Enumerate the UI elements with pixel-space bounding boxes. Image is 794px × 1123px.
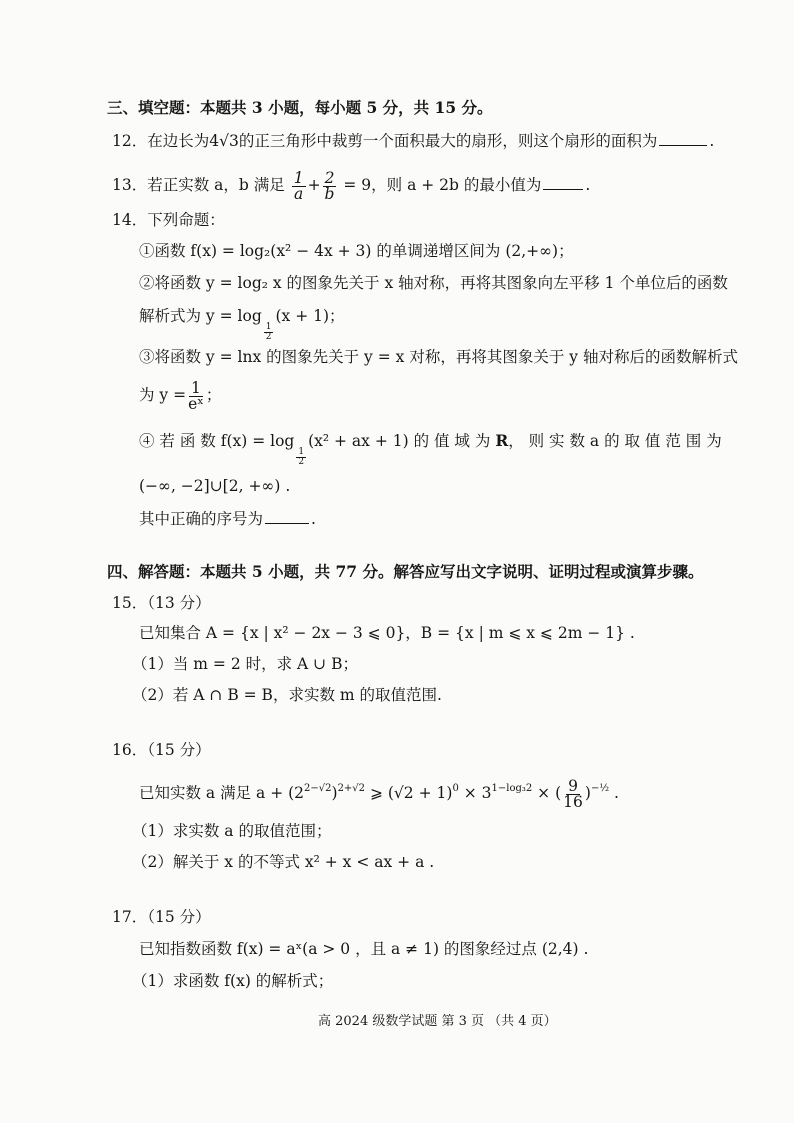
q14-p3b-num: 1 xyxy=(191,378,201,397)
q14-p4a-pre: ④ 若 函 数 f(x) = log xyxy=(139,432,295,450)
q14-p2b-base-num: 1 xyxy=(265,322,272,332)
q16-number: 16．（15 分） xyxy=(112,741,211,759)
q14-p4a-mid: (x² + ax + 1) 的 值 域 为 xyxy=(308,432,491,450)
q13-end: . xyxy=(585,176,591,194)
q14-proposition-2a: ②将函数 y = log₂ x 的图象先关于 x 轴对称，再将其图象向左平移 1 个单位后的函数 xyxy=(139,274,728,292)
q12-post: 的正三角形中裁剪一个面积最大的扇形，则这个扇形的面积为 xyxy=(238,132,658,150)
q14-p4a-base-den: 2 xyxy=(298,457,305,467)
q14-proposition-4b: (−∞, −2]∪[2, +∞) . xyxy=(139,477,291,495)
q14-proposition-2b xyxy=(139,301,345,342)
q14-proposition-1: ①函数 f(x) = log₂(x² − 4x + 3) 的单调递增区间为 (2,+∞)； xyxy=(139,242,574,260)
q13-answer-blank[interactable] xyxy=(543,175,583,190)
q16-frac-num: 9 xyxy=(568,776,578,795)
q16-stem-pre: 已知实数 a 满足 a + (2 xyxy=(139,784,305,802)
q14-p3b-den: eˣ xyxy=(188,394,204,413)
q14-p2b-post: (x + 1)； xyxy=(275,307,345,325)
q14-p2b-base-den: 2 xyxy=(265,332,272,342)
q16-mid-2: ⩾ (√2 + 1) xyxy=(365,784,453,802)
q12-answer-blank[interactable] xyxy=(659,131,707,146)
q12-number: 12． xyxy=(112,132,148,150)
q14-p3b-post: ； xyxy=(205,386,222,404)
q16-mid-1: ) xyxy=(331,784,338,802)
q17-stem: 已知指数函数 f(x) = aˣ(a > 0 ，且 a ≠ 1) 的图象经过点 (2,4) . xyxy=(139,940,589,958)
q16-mid-5: ) xyxy=(584,784,591,802)
q16-exp-5: −½ xyxy=(590,783,610,794)
q13-plus: + xyxy=(307,176,321,194)
q14-p4a-post: ， 则 实 数 a 的 取 值 范 围 为 xyxy=(508,432,722,450)
q14-p2b-log-base xyxy=(264,323,274,342)
q15-subquestion-1: （1）当 m = 2 时，求 A ∪ B； xyxy=(132,655,358,673)
q13-number: 13． xyxy=(112,176,148,194)
q16-mid-4: × ( xyxy=(532,784,562,802)
q16-stem xyxy=(139,772,619,810)
q14-answer-line xyxy=(139,508,316,530)
q17-number: 17．（15 分） xyxy=(112,908,211,926)
q14-proposition-3a: ③将函数 y = lnx 的图象先关于 y = x 对称，再将其图象关于 y 轴对称后的函数解析式 xyxy=(139,348,738,366)
q14-answer-end: . xyxy=(311,510,316,528)
q14-p4a-base-num: 1 xyxy=(298,447,305,457)
q16-frac-den: 16 xyxy=(563,792,583,811)
q12-value: 4√3 xyxy=(209,132,239,150)
q15-subquestion-2: （2）若 A ∩ B = B，求实数 m 的取值范围. xyxy=(132,686,442,704)
q12-pre: 在边长为 xyxy=(147,132,210,150)
q14-number: 14． xyxy=(112,211,148,229)
q16-fraction xyxy=(563,776,583,811)
q16-subquestion-2: （2）解关于 x 的不等式 x² + x < ax + a . xyxy=(132,853,435,871)
q14-p3b-pre: 为 y = xyxy=(139,386,187,404)
q14-answer-blank[interactable] xyxy=(265,509,309,524)
q12-end: . xyxy=(709,132,715,150)
q16-exp-3: 0 xyxy=(452,783,459,794)
q14-p4a-log-base xyxy=(296,448,306,467)
q13-fraction-2 xyxy=(323,168,337,203)
q14-answer-label: 其中正确的序号为 xyxy=(139,510,264,528)
q14-proposition-4a xyxy=(139,426,722,467)
section-4-heading: 四、解答题：本题共 5 小题，共 77 分。解答应写出文字说明、证明过程或演算步骤。 xyxy=(107,562,704,581)
q14-proposition-3b xyxy=(139,378,221,412)
q14-title: 下列命题： xyxy=(147,211,225,229)
q13-fraction-1 xyxy=(292,168,306,203)
q17-subquestion-1: （1）求函数 f(x) 的解析式； xyxy=(132,972,334,990)
q13-f1-num: 1 xyxy=(293,168,304,187)
q13-pre: 若正实数 a，b 满足 xyxy=(147,176,285,194)
q14-p3b-fraction xyxy=(188,378,204,413)
q16-mid-3: × 3 xyxy=(458,784,492,802)
q14-p2b-pre: 解析式为 y = log xyxy=(139,307,262,325)
question-12 xyxy=(112,130,714,152)
q13-f1-den: a xyxy=(294,184,304,203)
q16-exp-1: 2−√2 xyxy=(304,783,332,794)
q13-eq: = 9，则 a + 2b 的最小值为 xyxy=(343,176,542,194)
question-13 xyxy=(112,168,590,202)
q16-stem-end: . xyxy=(609,784,619,802)
q13-f2-den: b xyxy=(324,184,335,203)
q16-exp-4: 1−log₃2 xyxy=(491,783,533,794)
page-footer: 高 2024 级数学试题 第 3 页 （共 4 页） xyxy=(318,1014,557,1029)
q15-stem: 已知集合 A = {x | x² − 2x − 3 ⩽ 0}，B = {x | m ⩽ x ⩽ 2m − 1} . xyxy=(139,624,635,642)
q15-number: 15．（13 分） xyxy=(112,594,211,612)
q13-f2-num: 2 xyxy=(324,168,335,187)
q16-subquestion-1: （1）求实数 a 的取值范围； xyxy=(132,822,332,840)
q16-exp-2: 2+√2 xyxy=(337,783,366,794)
question-14-title xyxy=(112,209,225,231)
q14-p4a-R: R xyxy=(495,431,509,450)
section-3-heading: 三、填空题：本题共 3 小题，每小题 5 分，共 15 分。 xyxy=(107,98,493,117)
